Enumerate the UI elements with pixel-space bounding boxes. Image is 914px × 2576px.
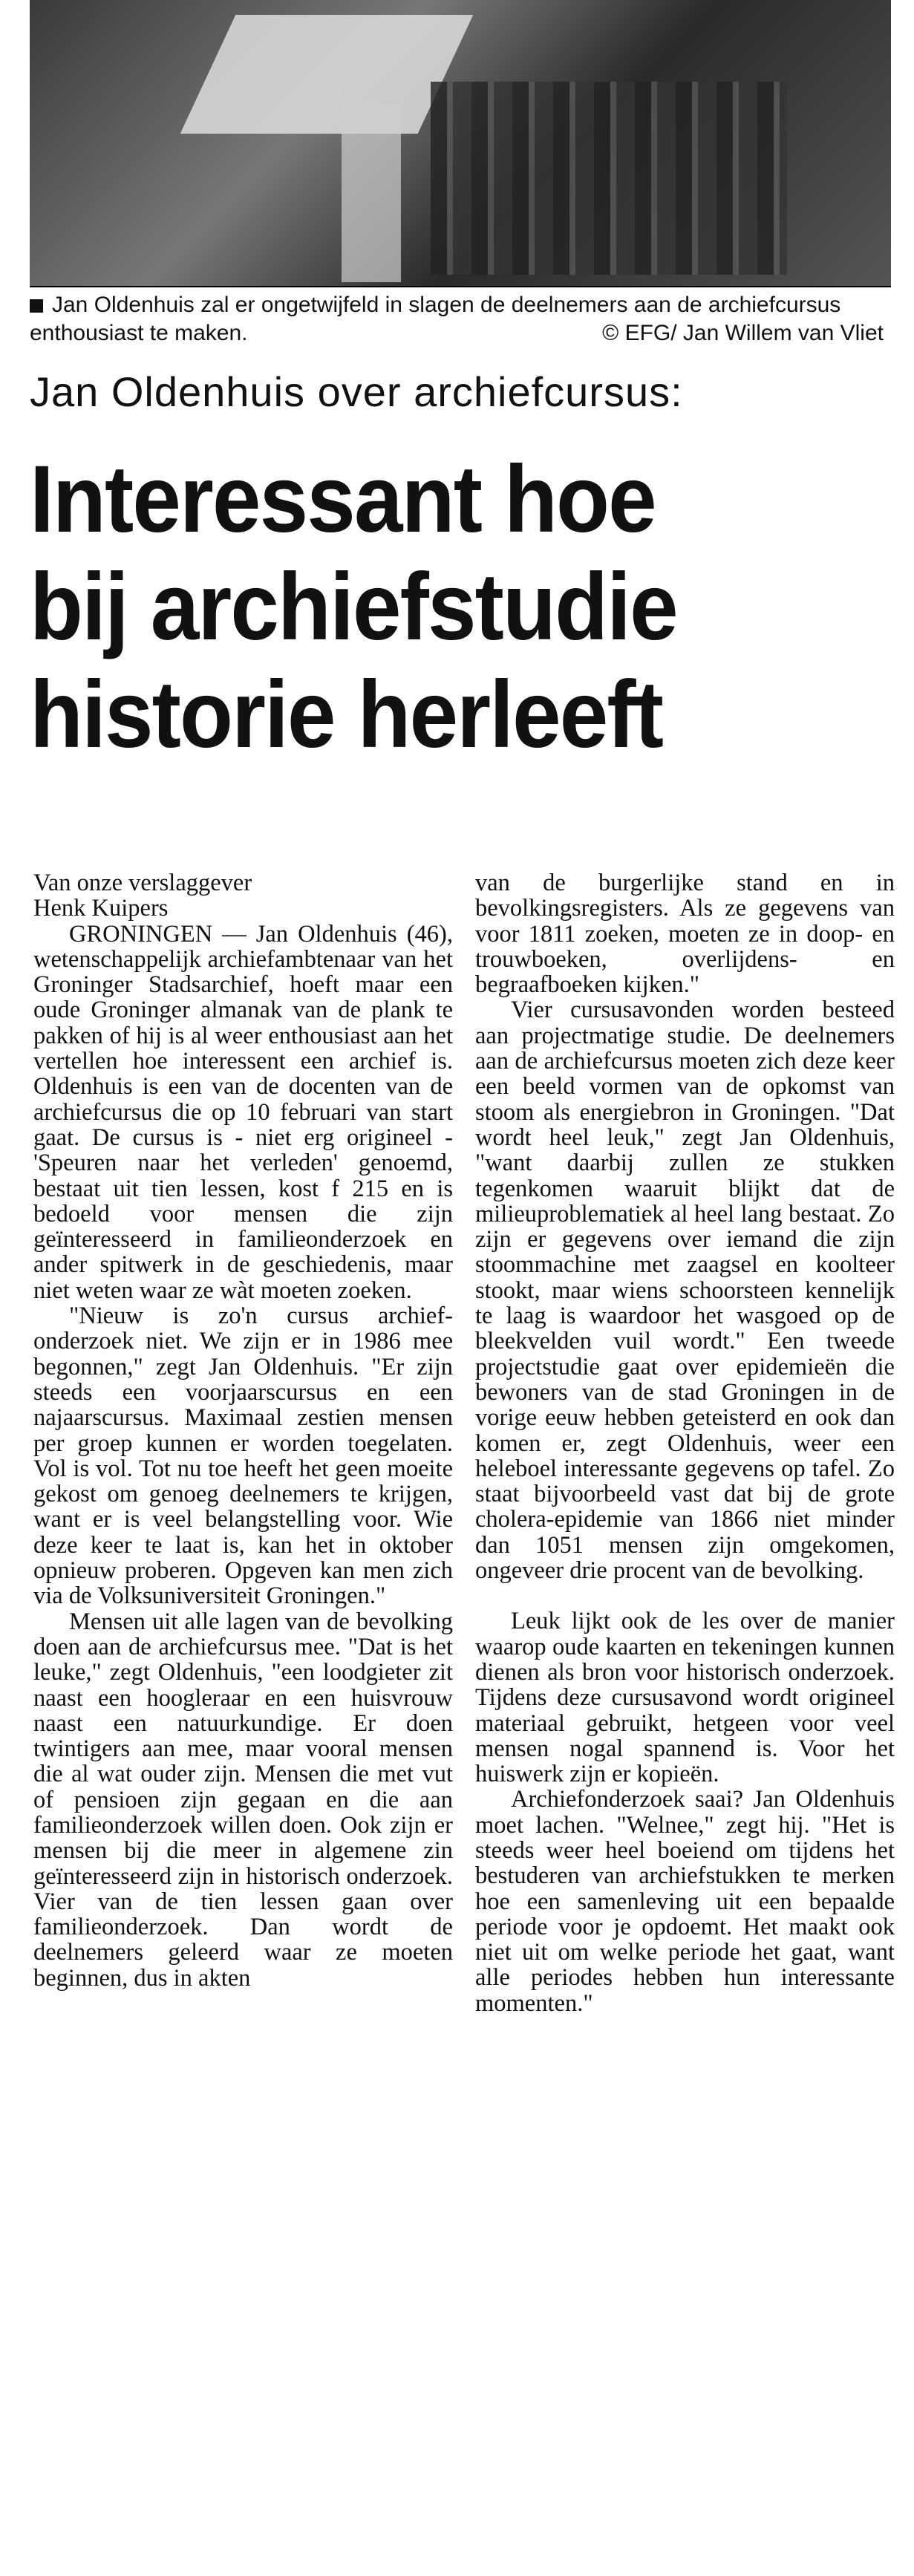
headline bbox=[30, 446, 829, 769]
article-column-2 bbox=[475, 870, 895, 2016]
caption-bullet-icon bbox=[30, 299, 43, 313]
article-column-1 bbox=[33, 870, 453, 1991]
photo-hand-shape bbox=[342, 104, 401, 282]
paragraph-gap bbox=[475, 1583, 895, 1608]
headline-line: Interessant hoe bbox=[30, 446, 656, 552]
paragraph: Vier cursusavonden worden besteed aan projectmatige studie. De deelnemers aan de archiefcursus moeten zich deze keer een beeld vormen van de opkomst van stoom als energiebron in Groningen. "Dat wordt heel leuk," zegt Jan Oldenhuis, "want daarbij zullen ze stukken tegenkomen waaruit blijkt dat de milieuproblematiek al heel lang bestaat. Zo zijn er gegevens over iemand die zijn stoommachine met zaagsel en koolteer stookt, maar wiens schoorsteen kennelijk te laag is waardoor het wasgoed op de bleekvelden vuil wordt." Een tweede projectstudie gaat over epidemieën die bewoners van de stad Groningen in de vorige eeuw hebben geteisterd en ook dan komen er, zegt Oldenhuis, weer een heleboel interessante gegevens op tafel. Zo staat bijvoorbeeld vast dat bij de grote cholera-epidemie van 1866 niet minder dan 1051 mensen zijn omgekomen, ongeveer drie procent van de bevolking. bbox=[475, 997, 895, 1585]
paragraph: GRONINGEN — Jan Oldenhuis (46), wetenschappelijk archiefambtenaar van het Groninger Stadsarchief, hoeft maar een oude Groninger almanak van de plank te pakken of hij is al weer enthousiast aan het vertellen hoe interessent een archief is. Oldenhuis is een van de docenten van de archiefcursus die op 10 februari van start gaat. De cursus is - niet erg origineel - 'Speuren naar het verleden' genoemd, bestaat uit tien lessen, kost f 215 en is bedoeld voor mensen die zijn geïnteresseerd in familieonderzoek en ander spitwerk in de geschiedenis, maar niet weten waar ze wàt moeten zoeken. bbox=[33, 920, 453, 1304]
photo-caption bbox=[30, 291, 891, 348]
headline-line: historie herleeft bbox=[30, 662, 663, 768]
paragraph: Archiefonderzoek saai? Jan Oldenhuis moet lachen. "Welnee," zegt hij. "Het is steeds weer heel boeiend om tijdens het bestuderen van archiefstukken te merken hoe een samenleving uit een bepaalde periode voor je opdoemt. Het maakt ook niet uit om welke periode het gaat, want alle periodes hebben hun interessante momenten." bbox=[475, 1786, 895, 2017]
paragraph: Leuk lijkt ook de les over de manier waarop oude kaarten en tekeningen kunnen dienen als bron voor historisch onderzoek. Tijdens deze cursusavond wordt origineel materiaal gebruikt, hetgeen voor veel mensen nogal spannend is. Voor het huiswerk zijn er kopieën. bbox=[475, 1608, 895, 1788]
paragraph: Mensen uit alle lagen van de bevolking doen aan de archiefcursus mee. "Dat is het leuke," zegt Oldenhuis, "een loodgieter zit naast een hoogleraar en een huisvrouw naast een natuurkundige. Er doen twintigers aan mee, maar vooral mensen die al wat ouder zijn. Mensen die met vut of pensioen zijn gegaan en die aan familieonderzoek willen doen. Ook zijn er mensen bij die meer in algemene zin geïnteresseerd zijn in historisch onderzoek. Vier van de tien lessen gaan over familieonderzoek. Dan wordt de deelnemers geleerd waar ze moeten beginnen, dus in akten bbox=[33, 1608, 453, 1992]
headline-line: bij archiefstudie bbox=[30, 554, 677, 660]
photo-credit: © EFG/ Jan Willem van Vliet bbox=[602, 321, 884, 345]
caption-text: Jan Oldenhuis zal er ongetwijfeld in slagen de deelnemers aan de archiefcursus enthousiast te maken. bbox=[30, 293, 841, 345]
photo-book-shape bbox=[180, 15, 474, 134]
kicker: Jan Oldenhuis over archiefcursus: bbox=[30, 368, 683, 415]
photo-bookshelf-shape bbox=[431, 82, 787, 275]
paragraph: "Nieuw is zo'n cursus archief- onderzoek niet. We zijn er in 1986 mee begonnen," zegt Jan Oldenhuis. "Er zijn steeds een voorjaarscursus en een najaarscursus. Maximaal zestien mensen per groep kunnen er worden toegelaten. Vol is vol. Tot nu toe heeft het geen moeite gekost om genoeg deelnemers te krijgen, want er is veel belangstelling voor. Wie deze keer te laat is, kan het in oktober opnieuw proberen. Opgeven kan men zich via de Volksuniversiteit Groningen." bbox=[33, 1302, 453, 1610]
article-photo bbox=[30, 0, 891, 287]
byline-label: Van onze verslaggever bbox=[33, 870, 252, 896]
byline-author: Henk Kuipers bbox=[33, 895, 169, 922]
paragraph: van de burgerlijke stand en in bevolkingsregisters. Als ze gegevens van voor 1811 zoeken, moeten ze in doop- en trouwboeken, overlijdens- en begraafboeken kijken." bbox=[475, 870, 895, 999]
